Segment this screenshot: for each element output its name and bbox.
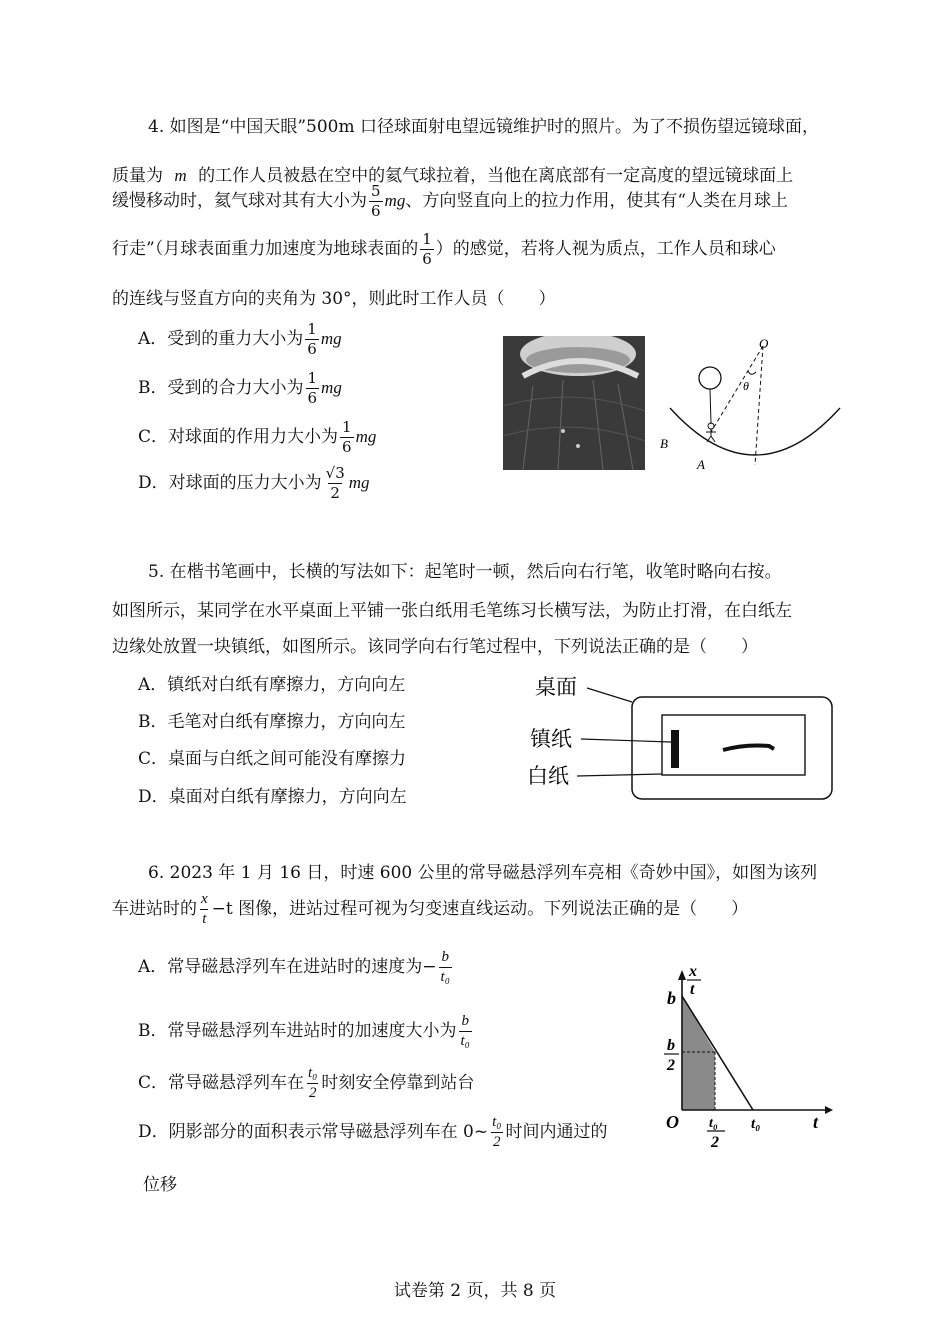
fraction-t0-2: $\frac{\text{t₀}}{2}$ — [492, 1114, 502, 1150]
mg-symbol: mg — [320, 329, 342, 348]
bowl-arc — [670, 408, 840, 455]
q6-option-d[interactable] — [138, 1115, 607, 1150]
q6-stem-line1: 6. 2023 年 1 月 16 日，时速 600 公里的常导磁悬浮列车亮相《奇妙中国》，如图为该列 — [148, 863, 818, 883]
fraction-1-6: $\frac{1}{6}$ — [422, 230, 432, 268]
option-text: B．受到的合力大小为 — [138, 378, 304, 398]
label-o: O — [759, 336, 769, 351]
page-footer: 试卷第 2 页，共 8 页 — [393, 1281, 557, 1301]
q6-stem-line2 — [112, 892, 748, 927]
paper-rect — [662, 715, 805, 775]
q4-text: 的工作人员被悬在空中的氦气球拉着，当他在离底部有一定高度的望远镜球面上 — [198, 166, 794, 186]
label-paperweight: 镇纸 — [530, 727, 572, 751]
q6-option-d-continued: 位移 — [143, 1175, 177, 1195]
origin-label: O — [666, 1112, 679, 1132]
q5-option-d[interactable]: D．桌面对白纸有摩擦力，方向向左 — [138, 787, 407, 807]
q5-option-b[interactable]: B．毛笔对白纸有摩擦力，方向向左 — [138, 712, 406, 732]
q4-option-a[interactable] — [138, 322, 342, 357]
label-b: B — [660, 436, 668, 451]
q4-text: ）的感觉，若将人视为质点，工作人员和球心 — [435, 239, 776, 259]
q6-xt-graph — [655, 960, 835, 1155]
option-text: B．常导磁悬浮列车进站时的加速度大小为 — [138, 1021, 457, 1041]
balloon-string — [710, 389, 711, 424]
option-text: A．受到的重力大小为 — [138, 329, 304, 349]
option-text: C．常导磁悬浮列车在 — [138, 1073, 305, 1093]
q4-text: 、方向竖直向上的拉力作用，使其有“人类在月球上 — [405, 191, 789, 211]
ylabel-t: t — [690, 981, 695, 998]
q4-option-c[interactable] — [138, 420, 376, 455]
q4-stem-line4 — [112, 232, 776, 267]
fraction-sqrt3-2: $\frac{√3}{2}$ — [325, 464, 345, 502]
fraction-1-6: $\frac{1}{6}$ — [307, 369, 318, 407]
q4-text: 缓慢移动时，氦气球对其有大小为 — [112, 191, 367, 211]
option-text: A．常导磁悬浮列车在进站时的速度为− — [138, 957, 437, 977]
q5-stem-line3: 边缘处放置一块镇纸，如图所示。该同学向右行笔过程中，下列说法正确的是（ ） — [112, 637, 758, 657]
q6-option-c[interactable] — [138, 1066, 474, 1101]
option-text: D．对球面的压力大小为 — [138, 473, 322, 493]
tick-b: b — [667, 988, 676, 1008]
tick-t0-half-den: 2 — [711, 1134, 719, 1151]
telescope-photo-drawing — [503, 336, 645, 470]
fraction-b-t0: $\frac{b}{\text{t₀}}$ — [460, 1013, 470, 1049]
mg-symbol: mg — [321, 378, 342, 397]
option-text: C．对球面的作用力大小为 — [138, 427, 339, 447]
mg-symbol: mg — [384, 191, 406, 210]
q6-text: 车进站时的 — [112, 899, 197, 919]
tick-t0-half-num: t₀ — [709, 1116, 718, 1131]
tick-b-half-num: b — [667, 1037, 675, 1054]
balloon-icon — [699, 367, 721, 389]
paperweight-block — [671, 730, 679, 768]
q4-text: 质量为 — [112, 166, 163, 186]
option-text: D．阴影部分的面积表示常导磁悬浮列车在 0~ — [138, 1122, 489, 1142]
q4-stem-line5: 的连线与竖直方向的夹角为 30°，则此时工作人员（ ） — [112, 289, 556, 309]
label-paper: 白纸 — [527, 764, 569, 788]
q5-option-c[interactable]: C．桌面与白纸之间可能没有摩擦力 — [138, 749, 407, 769]
fraction-1-6: $\frac{1}{6}$ — [307, 320, 317, 358]
mg-symbol: mg — [355, 427, 377, 446]
ylabel-x: x — [689, 963, 697, 980]
q4-option-d[interactable] — [138, 466, 370, 501]
fraction-b-t0: $\frac{b}{\text{t₀}}$ — [440, 949, 450, 985]
tick-b-half-den: 2 — [667, 1057, 675, 1074]
q5-diagram — [525, 670, 845, 805]
fraction-x-over-t: $\frac{x}{t}$ — [201, 891, 208, 927]
radius-line — [711, 346, 763, 432]
option-text: 时间内通过的 — [505, 1122, 608, 1142]
label-a: A — [697, 457, 705, 472]
xlabel-t: t — [813, 1112, 819, 1132]
q6-text: −t 图像，进站过程可视为匀变速直线运动。下列说法正确的是（ ） — [211, 899, 749, 919]
q4-stem-line1: 4. 如图是“中国天眼”500m 口径球面射电望远镜维护时的照片。为了不损伤望远镜球面， — [148, 117, 819, 137]
tick-t0: t₀ — [751, 1116, 761, 1132]
q6-option-a[interactable] — [138, 950, 454, 985]
label-theta: θ — [743, 379, 749, 393]
vertical-line — [755, 346, 763, 465]
brush-stroke — [723, 746, 774, 751]
label-desk: 桌面 — [535, 675, 577, 699]
option-text: 时刻安全停靠到站台 — [321, 1073, 475, 1093]
mg-symbol: mg — [348, 473, 370, 492]
q4-diagram — [650, 332, 850, 482]
q5-stem-line1: 5. 在楷书笔画中，长横的写法如下：起笔时一顿，然后向右行笔，收笔时略向右按。 — [148, 562, 782, 582]
q4-text: 行走”（月球表面重力加速度为地球表面的 — [112, 239, 419, 259]
q5-option-a[interactable]: A．镇纸对白纸有摩擦力，方向向左 — [138, 675, 406, 695]
q4-stem-line3 — [112, 184, 788, 219]
shaded-area — [682, 996, 715, 1110]
q4-stem-line2 — [112, 161, 793, 186]
q6-option-b[interactable] — [138, 1014, 474, 1049]
fraction-1-6: $\frac{1}{6}$ — [342, 418, 352, 456]
q4-option-b[interactable] — [138, 371, 342, 406]
telescope-photo — [503, 336, 645, 470]
q5-stem-line2: 如图所示，某同学在水平桌面上平铺一张白纸用毛笔练习长横写法，为防止打滑，在白纸左 — [112, 601, 792, 621]
q4-mass-symbol: m — [174, 166, 187, 185]
fraction-5-6: $\frac{5}{6}$ — [371, 182, 381, 220]
fraction-t0-2: $\frac{\text{t₀}}{2}$ — [308, 1065, 318, 1101]
